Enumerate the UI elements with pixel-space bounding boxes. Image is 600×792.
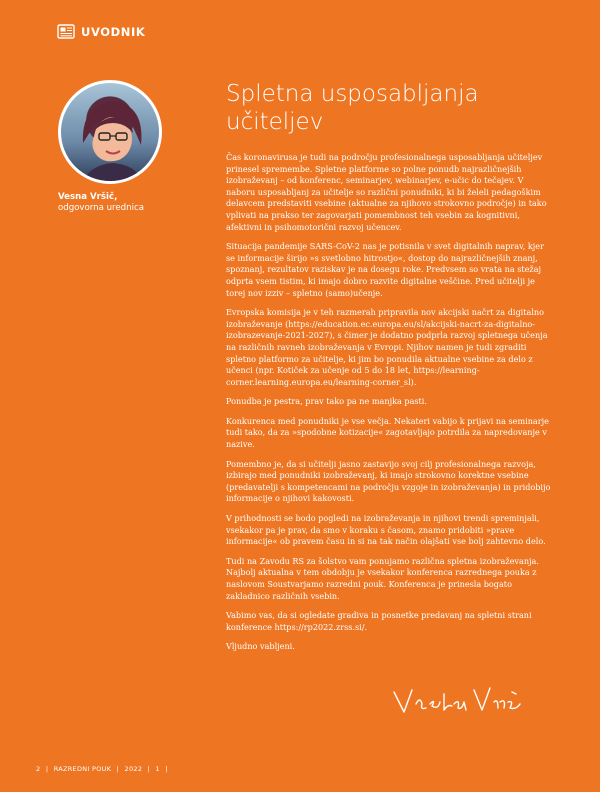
section-label: UVODNIK xyxy=(81,24,146,39)
editor-photo xyxy=(58,80,162,184)
page-number: 2 xyxy=(36,765,41,773)
handwritten-signature xyxy=(390,682,530,726)
issue-year: 2022 xyxy=(124,765,143,773)
magazine-name: RAZREDNI POUK xyxy=(53,765,112,773)
paragraph: V prihodnosti se bodo pogledi na izobraževanja in njihovi trendi spreminjali, vsekakor pa je prav, da smo v koraku s časom, znamo pridobiti »prave informacije« ob pravem času in si na tak način olajšati vse bolj zahtevno delo. xyxy=(226,513,546,547)
section-header xyxy=(57,24,145,39)
issue-number: 1 xyxy=(155,765,160,773)
footer-separator: | xyxy=(116,765,120,773)
paragraph: Konkurenca med ponudniki je vse večja. Nekateri vabijo k prijavi na seminarje tudi tako, da za »spodobne kotizacije« zagotavljajo potrdila za napredovanje v nazive. xyxy=(226,415,549,450)
paragraph: Čas koronavirusa je tudi na področju profesionalnega usposabljanja učiteljev prinesel spremembe. Spletne platforme so polne ponudb najrazličnejših izobraževanj – od konferenc, seminarjev, webinarjev, e-učic do tečajev. V naboru usposabljanj za učitelje so različni ponudniki, ki bi želeli pedagoškim delavcem predstaviti vsebine (aktualne za njihovo strokovno področje) in tako vplivati na prakso ter zagovarjati pomembnost teh vsebin za kognitivni, afektivni in psihomotorični razvoj učencev. xyxy=(226,152,547,232)
paragraph: Evropska komisija je v teh razmerah pripravila nov akcijski načrt za digitalno izobraževanje (https://education.ec.europa.eu/sl/akcijski-nacrt-za-digitalno-izobrazevanje-2021-2027), s čimer je dodatno podprla razvoj spletnega učenja na različnih ravneh izobraževanja v Evropi. Njihov namen je tudi zgraditi spletno platformo za učitelje, ki jim bo ponudila aktualne vsebine za delo z učenci (npr. Kotiček za učenje od 5 do 18 let, https://learning-corner.learning.europa.eu/learning-corner_sl). xyxy=(226,307,548,387)
paragraph: Vabimo vas, da si ogledate gradiva in posnetke predavanj na spletni strani konference https://rp2022.zrss.si/. xyxy=(226,610,532,632)
editor-role: odgovorna urednica xyxy=(58,203,144,214)
page-footer xyxy=(36,765,171,773)
paragraph: Tudi na Zavodu RS za šolstvo vam ponujamo različna spletna izobraževanja. Najbolj aktualna v tem obdobju je vsekakor konferenca razrednega pouka z naslovom Soustvarjamo razredni pouk. Konferenca je prinesla bogato zakladnico različnih vsebin. xyxy=(226,555,539,601)
footer-separator: | xyxy=(165,765,168,773)
footer-separator: | xyxy=(45,765,49,773)
article-body xyxy=(226,152,552,661)
footer-separator: | xyxy=(147,765,151,773)
article-title: Spletna usposabljanja učiteljev xyxy=(226,81,479,135)
paragraph: Vljudno vabljeni. xyxy=(226,641,295,652)
paragraph: Pomembno je, da si učitelji jasno zastavijo svoj cilj profesionalnega razvoja, izbirajo med ponudniki izobraževanj, ki imajo strokovno korektne vsebine (predavatelji s kompetencami na področju vzgoje in izobraževanja) in pridobijo informacije o njihovi kakovosti. xyxy=(226,458,551,504)
editor-name: Vesna Vršič, xyxy=(58,192,118,202)
paragraph: Ponudba je pestra, prav tako pa ne manjka pasti. xyxy=(226,396,427,407)
newspaper-icon xyxy=(57,24,75,39)
paragraph: Situacija pandemije SARS-CoV-2 nas je potisnila v svet digitalnih naprav, kjer se informacije širijo »s svetlobno hitrostjo«, dostop do najrazličnejših znanj, spoznanj, rezultatov raziskav je na dosegu roke. Predvsem so vrata na stežaj odprta vsem tistim, ki imajo dobro razvite digitalne veščine. Pred učitelji je torej nov izziv – spletno (samo)učenje. xyxy=(226,241,544,298)
editor-sidebar xyxy=(58,80,168,214)
